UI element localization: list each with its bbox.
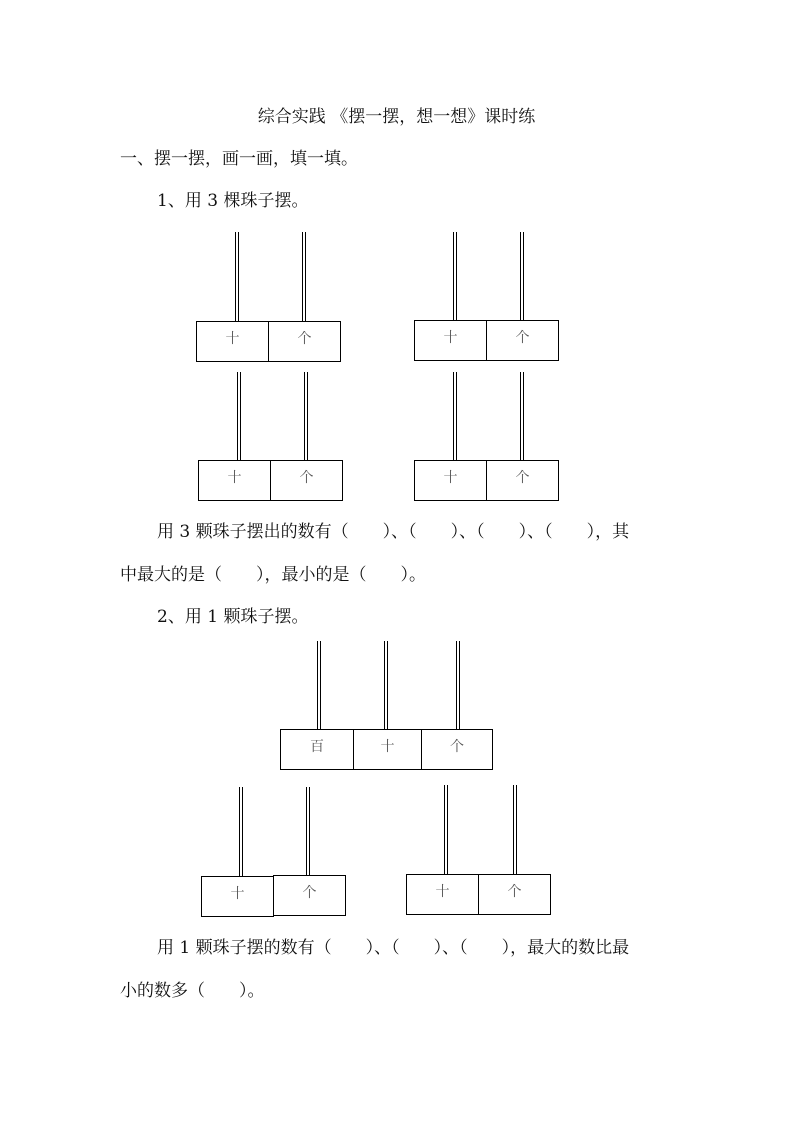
ones-box [273, 875, 346, 916]
ones-rod [520, 232, 524, 320]
section-heading: 一、摆一摆，画一画，填一填。 [120, 149, 358, 169]
question-1-label: 1、用 3 棵珠子摆。 [157, 191, 309, 211]
tens-rod [444, 785, 448, 874]
question-1-answer-line-2: 中最大的是（ ），最小的是（ ）。 [120, 565, 426, 585]
question-1-answer-line-1: 用 3 颗珠子摆出的数有（ ）、（ ）、（ ）、（ ），其 [157, 522, 630, 542]
place-value-box [414, 320, 559, 361]
ones-cell: 个 [421, 730, 492, 769]
ones-rod [456, 641, 460, 729]
tens-rod [237, 372, 241, 460]
tens-cell: 十 [230, 886, 245, 902]
ones-cell: 个 [270, 461, 342, 500]
place-value-box [196, 321, 341, 362]
question-2-answer-line-1: 用 1 颗珠子摆的数有（ ）、（ ）、（ ），最大的数比最 [157, 938, 630, 958]
tens-rod [453, 372, 457, 460]
question-2-answer-line-2: 小的数多（ ）。 [120, 981, 265, 1001]
place-value-box [198, 460, 343, 501]
ones-rod [304, 372, 308, 460]
tens-cell: 十 [225, 331, 240, 347]
ones-cell: 个 [268, 322, 340, 361]
ones-rod [306, 787, 310, 875]
place-value-box [406, 874, 551, 915]
ones-cell: 个 [486, 461, 558, 500]
ones-cell: 个 [478, 875, 550, 914]
tens-rod [384, 641, 388, 729]
tens-cell: 十 [443, 470, 458, 486]
tens-box [201, 876, 274, 917]
place-value-box [414, 460, 559, 501]
ones-cell: 个 [486, 321, 558, 360]
ones-rod [513, 785, 517, 874]
tens-rod [239, 787, 243, 876]
hundreds-rod [317, 641, 321, 729]
hundreds-cell: 百 [310, 739, 324, 755]
ones-rod [302, 232, 306, 321]
tens-cell: 十 [435, 884, 450, 900]
page-title: 综合实践 《摆一摆，想一想》课时练 [257, 107, 536, 127]
question-2-label: 2、用 1 颗珠子摆。 [157, 607, 309, 627]
tens-rod [453, 232, 457, 320]
tens-cell: 十 [353, 730, 421, 769]
tens-rod [235, 232, 239, 321]
tens-cell: 十 [227, 470, 242, 486]
ones-rod [520, 372, 524, 460]
ones-cell: 个 [302, 885, 317, 901]
place-value-box [280, 729, 493, 770]
tens-cell: 十 [443, 330, 458, 346]
